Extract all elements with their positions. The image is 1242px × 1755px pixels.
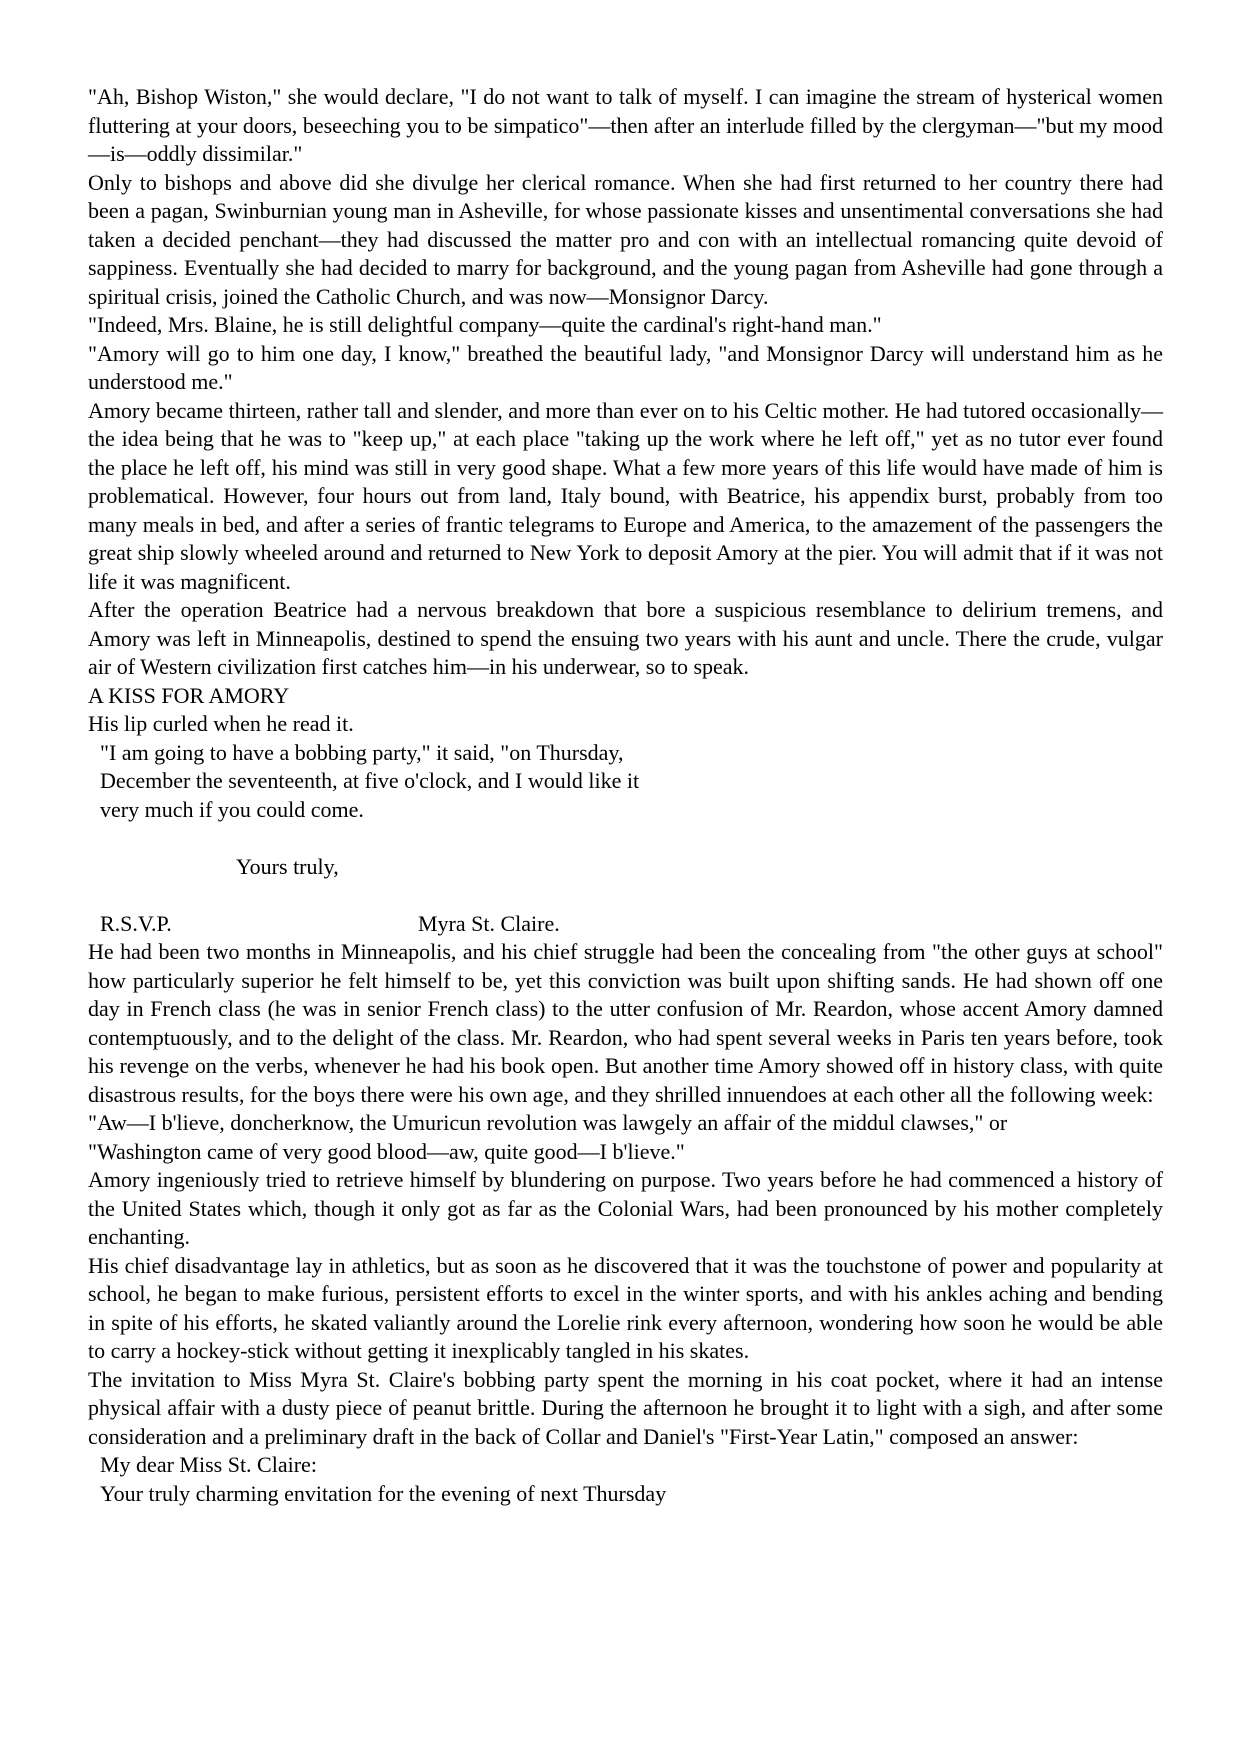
blank-line [88,881,1163,910]
paragraph-blaine-reply: "Indeed, Mrs. Blaine, he is still delightful company—quite the cardinal's right-hand man." [88,312,882,337]
blank-line [88,824,1163,853]
invitation-line: very much if you could come. [100,796,364,822]
paragraph-bishop-quote: "Ah, Bishop Wiston," she would declare, "I do not want to talk of myself. I can imagine the stream of hysterical women fluttering at your doors, beseeching you to be simpatico"—then after an interlude filled by the clergyman—"but my mood—is—oddly dissimilar." [88,84,1163,166]
invitation-line: "I am going to have a bobbing party," it said, "on Thursday, [100,739,624,765]
quote-line: "Washington came of very good blood—aw, quite good—I b'lieve." [88,1138,685,1164]
paragraph-lip-curled: His lip curled when he read it. [88,711,354,736]
paragraph-athletics: His chief disadvantage lay in athletics, but as soon as he discovered that it was the touchstone of power and popularity at school, he began to make furious, persistent efforts to excel in the winter sports, and with his ankles aching and bending in spite of his efforts, he skated valiantly around the Lorelie rink every afternoon, wondering how soon he would be able to carry a hockey-stick without getting it inexplicably tangled in his skates. [88,1252,1163,1363]
reply-salutation: My dear Miss St. Claire: [100,1452,317,1477]
invitation-line: December the seventeenth, at five o'clock, and I would like it [100,768,640,793]
reply-letter [88,1451,1163,1508]
quote-line: "Aw—I b'lieve, doncherknow, the Umuricun revolution was lawgely an affair of the middul clawses," or [88,1110,1008,1135]
signature-text: Myra St. Claire. [418,910,560,936]
rsvp-text: R.S.V.P. [100,910,172,936]
reply-line: Your truly charming envitation for the evening of next Thursday [100,1480,667,1506]
paragraph-breakdown: After the operation Beatrice had a nervous breakdown that bore a suspicious resemblance to delirium tremens, and Amory was left in Minneapolis, destined to spend the ensuing two years with his aunt and uncle. There the crude, vulgar air of Western civilization first catches him—in his underwear, so to speak. [88,597,1163,679]
section-heading: A KISS FOR AMORY [88,682,290,708]
invitation-closing: Yours truly, [236,853,339,879]
paragraph-clerical-romance: Only to bishops and above did she divulge her clerical romance. When she had first returned to her country there had been a pagan, Swinburnian young man in Asheville, for whose passionate kisses and unsentimental conversations she had taken a decided penchant—they had discussed the matter pro and con with an intellectual romancing quite devoid of sappiness. Eventually she had decided to marry for background, and the young pagan from Asheville had gone through a spiritual crisis, joined the Catholic Church, and was now—Monsignor Darcy. [88,169,1163,309]
paragraph-minneapolis: He had been two months in Minneapolis, and his chief struggle had been the concealing from "the other guys at school" how particularly superior he felt himself to be, yet this conviction was built upon shifting sands. He had shown off one day in French class (he was in senior French class) to the utter confusion of Mr. Reardon, whose accent Amory damned contemptuously, and to the delight of the class. Mr. Reardon, who had spent several weeks in Paris ten years before, took his revenge on the verbs, whenever he had his book open. But another time Amory showed off in history class, with quite disastrous results, for the boys there were his own age, and they shrilled innuendoes at each other all the following week: [88,939,1163,1107]
paragraph-blundering: Amory ingeniously tried to retrieve himself by blundering on purpose. Two years before he had commenced a history of the United States which, though it only got as far as the Colonial Wars, had been pronounced by his mother completely enchanting. [88,1167,1163,1249]
paragraph-monsignor: "Amory will go to him one day, I know," breathed the beautiful lady, "and Monsignor Darcy will understand him as he understood me." [88,340,1163,394]
invitation-letter [88,739,1163,939]
paragraph-amory-thirteen: Amory became thirteen, rather tall and slender, and more than ever on to his Celtic mother. He had tutored occasionally—the idea being that he was to "keep up," at each place "taking up the work where he left off," yet as no tutor ever found the place he left off, his mind was still in very good shape. What a few more years of this life would have made of him is problematical. However, four hours out from land, Italy bound, with Beatrice, his appendix burst, probably from too many meals in bed, and after a series of frantic telegrams to Europe and America, to the amazement of the passengers the great ship slowly wheeled around and returned to New York to deposit Amory at the pier. You will admit that if it was not life it was magnificent. [88,397,1163,594]
document-page [88,83,1163,1508]
invitation-signature-line [88,910,1163,939]
paragraph-invitation-pocket: The invitation to Miss Myra St. Claire's bobbing party spent the morning in his coat pocket, where it had an intense physical affair with a dusty piece of peanut brittle. During the afternoon he brought it to light with a sigh, and after some consideration and a preliminary draft in the back of Collar and Daniel's "First-Year Latin," composed an answer: [88,1366,1163,1449]
